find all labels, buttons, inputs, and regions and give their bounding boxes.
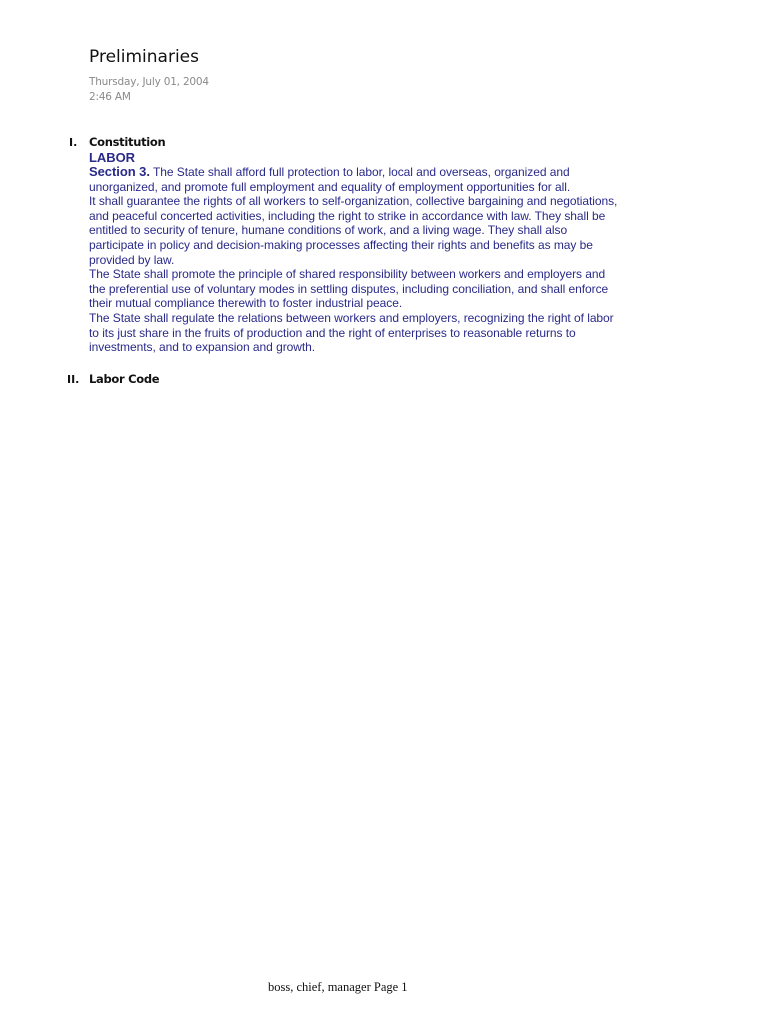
paragraph-line: participate in policy and decision-making processes affecting their rights and benefits as may be	[89, 237, 593, 252]
paragraph-line: provided by law.	[89, 252, 175, 267]
paragraph-line: It shall guarantee the rights of all workers to self-organization, collective bargaining and negotiations,	[89, 194, 618, 209]
paragraph-line	[89, 165, 679, 180]
page-time: 2:46 AM	[89, 91, 131, 103]
paragraph-line: their mutual compliance therewith to foster industrial peace.	[89, 296, 403, 311]
page-footer: boss, chief, manager Page 1	[268, 980, 408, 994]
page-title: Preliminaries	[89, 47, 199, 67]
constitution-content	[89, 151, 679, 355]
paragraph-line: The State shall promote the principle of shared responsibility between workers and employers and	[89, 267, 606, 282]
paragraph-3	[89, 267, 679, 311]
paragraph-4	[89, 311, 679, 355]
section-label: Section 3.	[89, 164, 150, 179]
paragraph-line: investments, and to expansion and growth.	[89, 340, 316, 355]
paragraph-line: and peaceful concerted activities, including the right to strike in accordance with law. They shall be	[89, 208, 606, 223]
paragraph-line: to its just share in the fruits of production and the right of enterprises to reasonable returns to	[89, 325, 576, 340]
paragraph-line-text: The State shall afford full protection to labor, local and overseas, organized and	[149, 165, 570, 179]
outline-heading-constitution: Constitution	[89, 135, 166, 149]
outline-numeral-2: II.	[67, 373, 80, 386]
article-title: LABOR	[89, 150, 135, 165]
paragraph-1	[89, 165, 679, 194]
outline-numeral-1: I.	[69, 136, 78, 149]
paragraph-line: The State shall regulate the relations between workers and employers, recognizing the right of labor	[89, 310, 614, 325]
paragraph-line: entitled to security of tenure, humane conditions of work, and a living wage. They shall also	[89, 223, 568, 238]
outline-heading-labor-code: Labor Code	[89, 372, 160, 386]
paragraph-line: unorganized, and promote full employment and equality of employment opportunities for all.	[89, 179, 571, 194]
page-date: Thursday, July 01, 2004	[89, 76, 209, 88]
paragraph-2	[89, 194, 679, 267]
paragraph-line: the preferential use of voluntary modes in settling disputes, including conciliation, and shall enforce	[89, 281, 609, 296]
